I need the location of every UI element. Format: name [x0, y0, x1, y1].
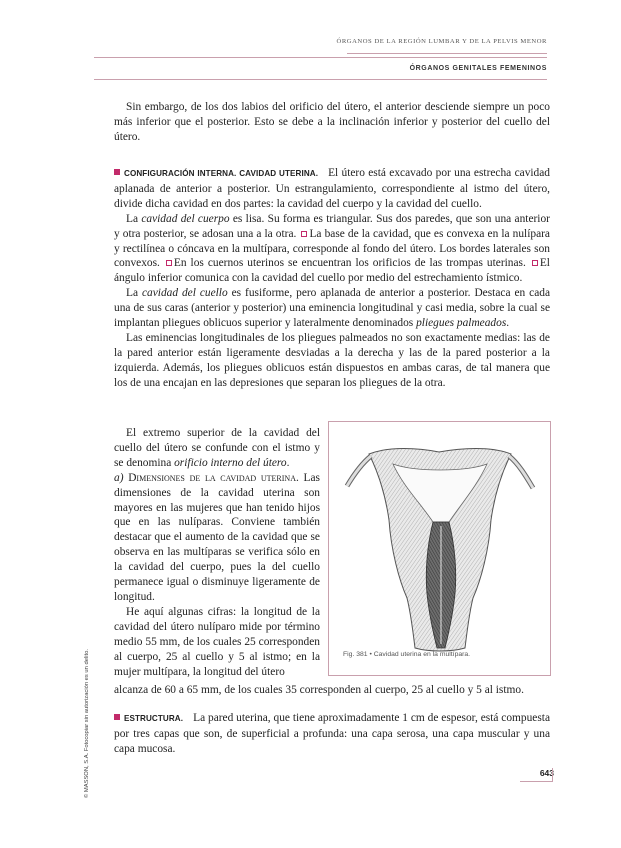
estructura-section — [114, 711, 550, 757]
section-heading-configuracion: CONFIGURACIÓN INTERNA. CAVIDAD UTERINA. — [124, 169, 319, 178]
text-fragment: La — [126, 212, 142, 225]
running-header-section: ÓRGANOS GENITALES FEMENINOS — [409, 65, 547, 72]
text-fragment: El ángulo inferior comunica con la cavidad del cuello por medio del estrechamiento ístmico. — [114, 257, 550, 285]
section-heading-estructura: ESTRUCTURA. — [124, 714, 184, 723]
text-fragment: es lisa. Su forma es triangular. Sus dos paredes, que son una anterior y otra posterior, se adosan una a la otra. — [114, 212, 550, 240]
intro-text: Sin embargo, de los dos labios del orificio del útero, el anterior desciende siempre un poco más inferior que el posterior. Esto se debe a la inclinación inferior y posterior del cuello del útero. — [114, 101, 550, 143]
paragraph-cifras-continued — [114, 683, 550, 698]
text-fragment: alcanza de 60 a 65 mm, de los cuales 35 corresponden al cuerpo, 25 al cuello y 5 al istmo. — [114, 684, 524, 696]
square-bullet-icon — [114, 714, 120, 720]
config-section — [114, 166, 550, 391]
hollow-square-icon — [301, 231, 307, 237]
subheading-letter: a) — [114, 471, 124, 484]
hollow-square-icon — [532, 260, 538, 266]
estructura-text: La pared uterina, que tiene aproximadamente 1 cm de espesor, está compuesta por tres capas que son, de superficial a profunda: una capa serosa, una capa muscular y una capa mucosa. — [114, 712, 550, 755]
page-number-rule — [520, 781, 553, 782]
text-fragment: El extremo superior de la cavidad del cuello del útero se confunde con el istmo y se denomina — [114, 427, 320, 469]
text-fragment: En los cuernos uterinos se encuentran los orificios de las trompas uterinas. — [173, 257, 526, 270]
text-fragment: . — [506, 317, 510, 330]
text-fragment: es fusiforme, pero aplanada de anterior a posterior. Destaca en cada una de sus caras (anterior y posterior) una eminencia longitudinal y casi media, sobre la cual se implantan pliegues oblicuos superior y lateralmente denominados — [114, 287, 551, 330]
page-number-rule — [552, 768, 553, 782]
paragraph-dimensiones — [114, 471, 320, 605]
subheading-dimensiones: Dimensiones de la cavidad uterina. — [128, 471, 299, 484]
config-paragraph-3 — [114, 286, 550, 331]
config-paragraph-4: Las eminencias longitudinales de los pliegues palmeados no son exactamente medias: las de la pared anterior están ligeramente desviadas a la derecha y las de la pared posterior a la izquierda. Además, los pliegues oblicuos están dispuestos en ambas caras, de tal manera que los de una encajan en las depresiones que separan los pliegues de la otra. — [114, 331, 550, 389]
left-column — [114, 426, 320, 679]
square-bullet-icon — [114, 169, 120, 175]
term-cavidad-cuello: cavidad del cuello — [141, 287, 228, 300]
header-rule — [94, 57, 547, 58]
text-fragment: . — [286, 456, 290, 469]
dimensiones-text: Las dimensiones de la cavidad uterina son mayores en las mujeres que han tenido hijos que en las nulíparas. Conviene también destacar que el aumento de la cavidad que se observa en las multíparas se verifica sólo en la cavidad del cuerpo, pues la del cuello permanece igual o disminuye ligeramente de longitud. — [114, 471, 320, 603]
running-header-chapter: ÓRGANOS DE LA REGIÓN LUMBAR Y DE LA PELVIS MENOR — [336, 38, 547, 45]
figure-caption: Fig. 381 • Cavidad uterina en la multípara. — [343, 651, 471, 658]
figure-uterine-cavity — [328, 421, 551, 676]
text-fragment: La base de la cavidad, que es convexa en la nulípara y rectilínea o cóncava en la multípara, corresponde al fondo del útero. Los bordes laterales son convexos. — [114, 227, 550, 270]
page-number: 643 — [539, 768, 554, 778]
copyright-sidebar: © MASSON, S.A. Fotocopiar sin autorización es un delito. — [84, 649, 90, 798]
text-fragment: La — [126, 287, 142, 300]
config-text-1: El útero está excavado por una estrecha cavidad aplanada de anterior a posterior. Un estrangulamiento, correspondiente al istmo del útero, divide dicha cavidad en dos partes: la cavidad del cuerpo y la cavidad del cuello. — [114, 167, 550, 210]
header-rule — [347, 53, 547, 54]
intro-paragraph — [114, 100, 550, 145]
config-paragraph-1 — [114, 166, 550, 212]
paragraph-cifras: He aquí algunas cifras: la longitud de la cavidad del útero nulíparo mide por término medio 55 mm, de los cuales 25 corresponden al cuerpo, 25 al cuello y 5 al istmo; en la mujer multípara, la longitud del útero — [114, 605, 320, 678]
config-paragraph-2 — [114, 212, 550, 287]
term-pliegues-palmeados: pliegues palmeados — [416, 317, 507, 330]
estructura-paragraph — [114, 711, 550, 757]
term-orificio-interno: orificio interno del útero — [174, 456, 287, 469]
uterine-cavity-illustration — [329, 422, 550, 675]
hollow-square-icon — [166, 260, 172, 266]
term-cavidad-cuerpo: cavidad del cuerpo — [141, 212, 230, 225]
paragraph-orificio — [114, 426, 320, 471]
header-rule — [94, 79, 547, 80]
